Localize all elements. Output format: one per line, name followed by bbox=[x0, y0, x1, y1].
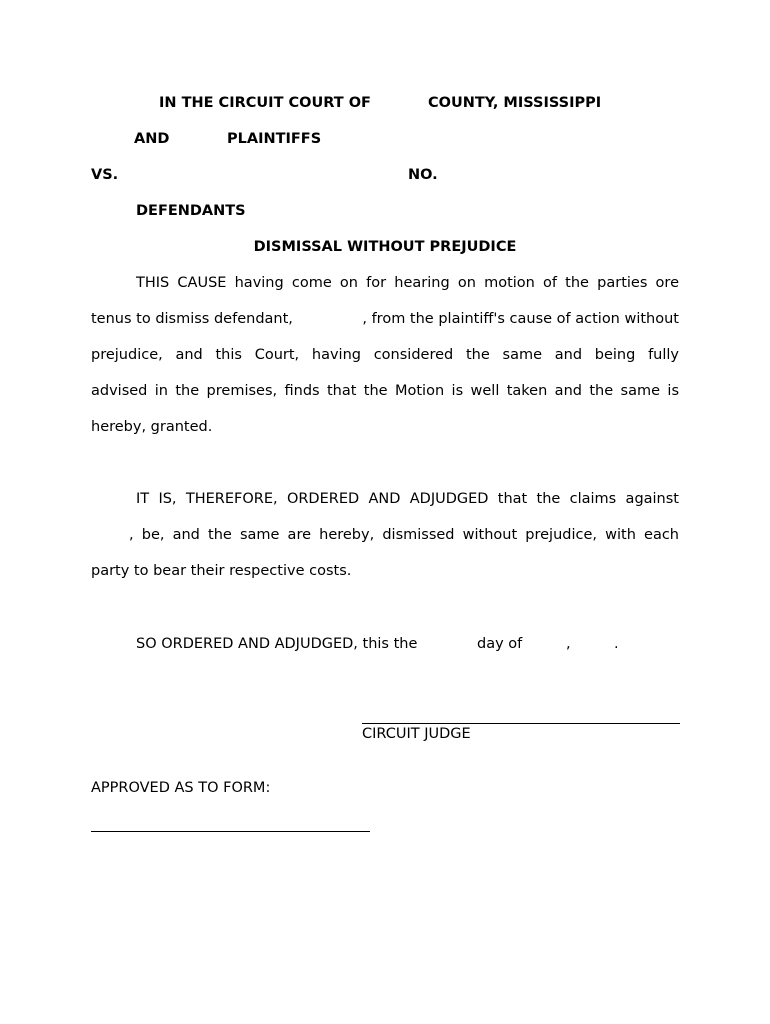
p2-line-2: , be, and the same are hereby, dismissed without prejudice, with each bbox=[129, 527, 679, 543]
plaintiffs-label: PLAINTIFFS bbox=[227, 131, 322, 147]
p1-line-2 bbox=[91, 301, 679, 337]
p1-line-4: advised in the premises, finds that the Motion is well taken and the same is bbox=[91, 383, 679, 399]
and-label: AND bbox=[134, 131, 170, 147]
p2-line-1: IT IS, THEREFORE, ORDERED AND ADJUDGED that the claims against bbox=[136, 491, 679, 507]
circuit-judge-label: CIRCUIT JUDGE bbox=[362, 726, 471, 742]
so-ordered-text: SO ORDERED AND ADJUDGED, this the bbox=[136, 636, 418, 652]
approved-as-to-form-label: APPROVED AS TO FORM: bbox=[91, 780, 271, 796]
court-county: COUNTY, MISSISSIPPI bbox=[428, 95, 602, 111]
document-title: DISMISSAL WITHOUT PREJUDICE bbox=[253, 239, 517, 255]
p2-line-3: party to bear their respective costs. bbox=[91, 563, 352, 579]
approval-signature-line bbox=[91, 831, 370, 832]
p1-line-2b: , from the plaintiff's cause of action without bbox=[362, 311, 679, 327]
judge-signature-line bbox=[362, 723, 680, 724]
vs-label: VS. bbox=[91, 167, 119, 183]
p1-line-3: prejudice, and this Court, having considered the same and being fully bbox=[91, 347, 679, 363]
case-number-label: NO. bbox=[408, 167, 438, 183]
court-prefix: IN THE CIRCUIT COURT OF bbox=[159, 95, 371, 111]
day-of-text: day of bbox=[477, 636, 523, 652]
defendants-label: DEFENDANTS bbox=[136, 203, 246, 219]
p1-line-5: hereby, granted. bbox=[91, 419, 213, 435]
date-comma: , bbox=[566, 636, 571, 652]
p1-line-2a: tenus to dismiss defendant, bbox=[91, 311, 293, 327]
paragraph-2 bbox=[91, 481, 679, 589]
paragraph-1 bbox=[91, 265, 679, 445]
p1-line-1: THIS CAUSE having come on for hearing on motion of the parties ore bbox=[136, 275, 679, 291]
date-period: . bbox=[614, 636, 619, 652]
